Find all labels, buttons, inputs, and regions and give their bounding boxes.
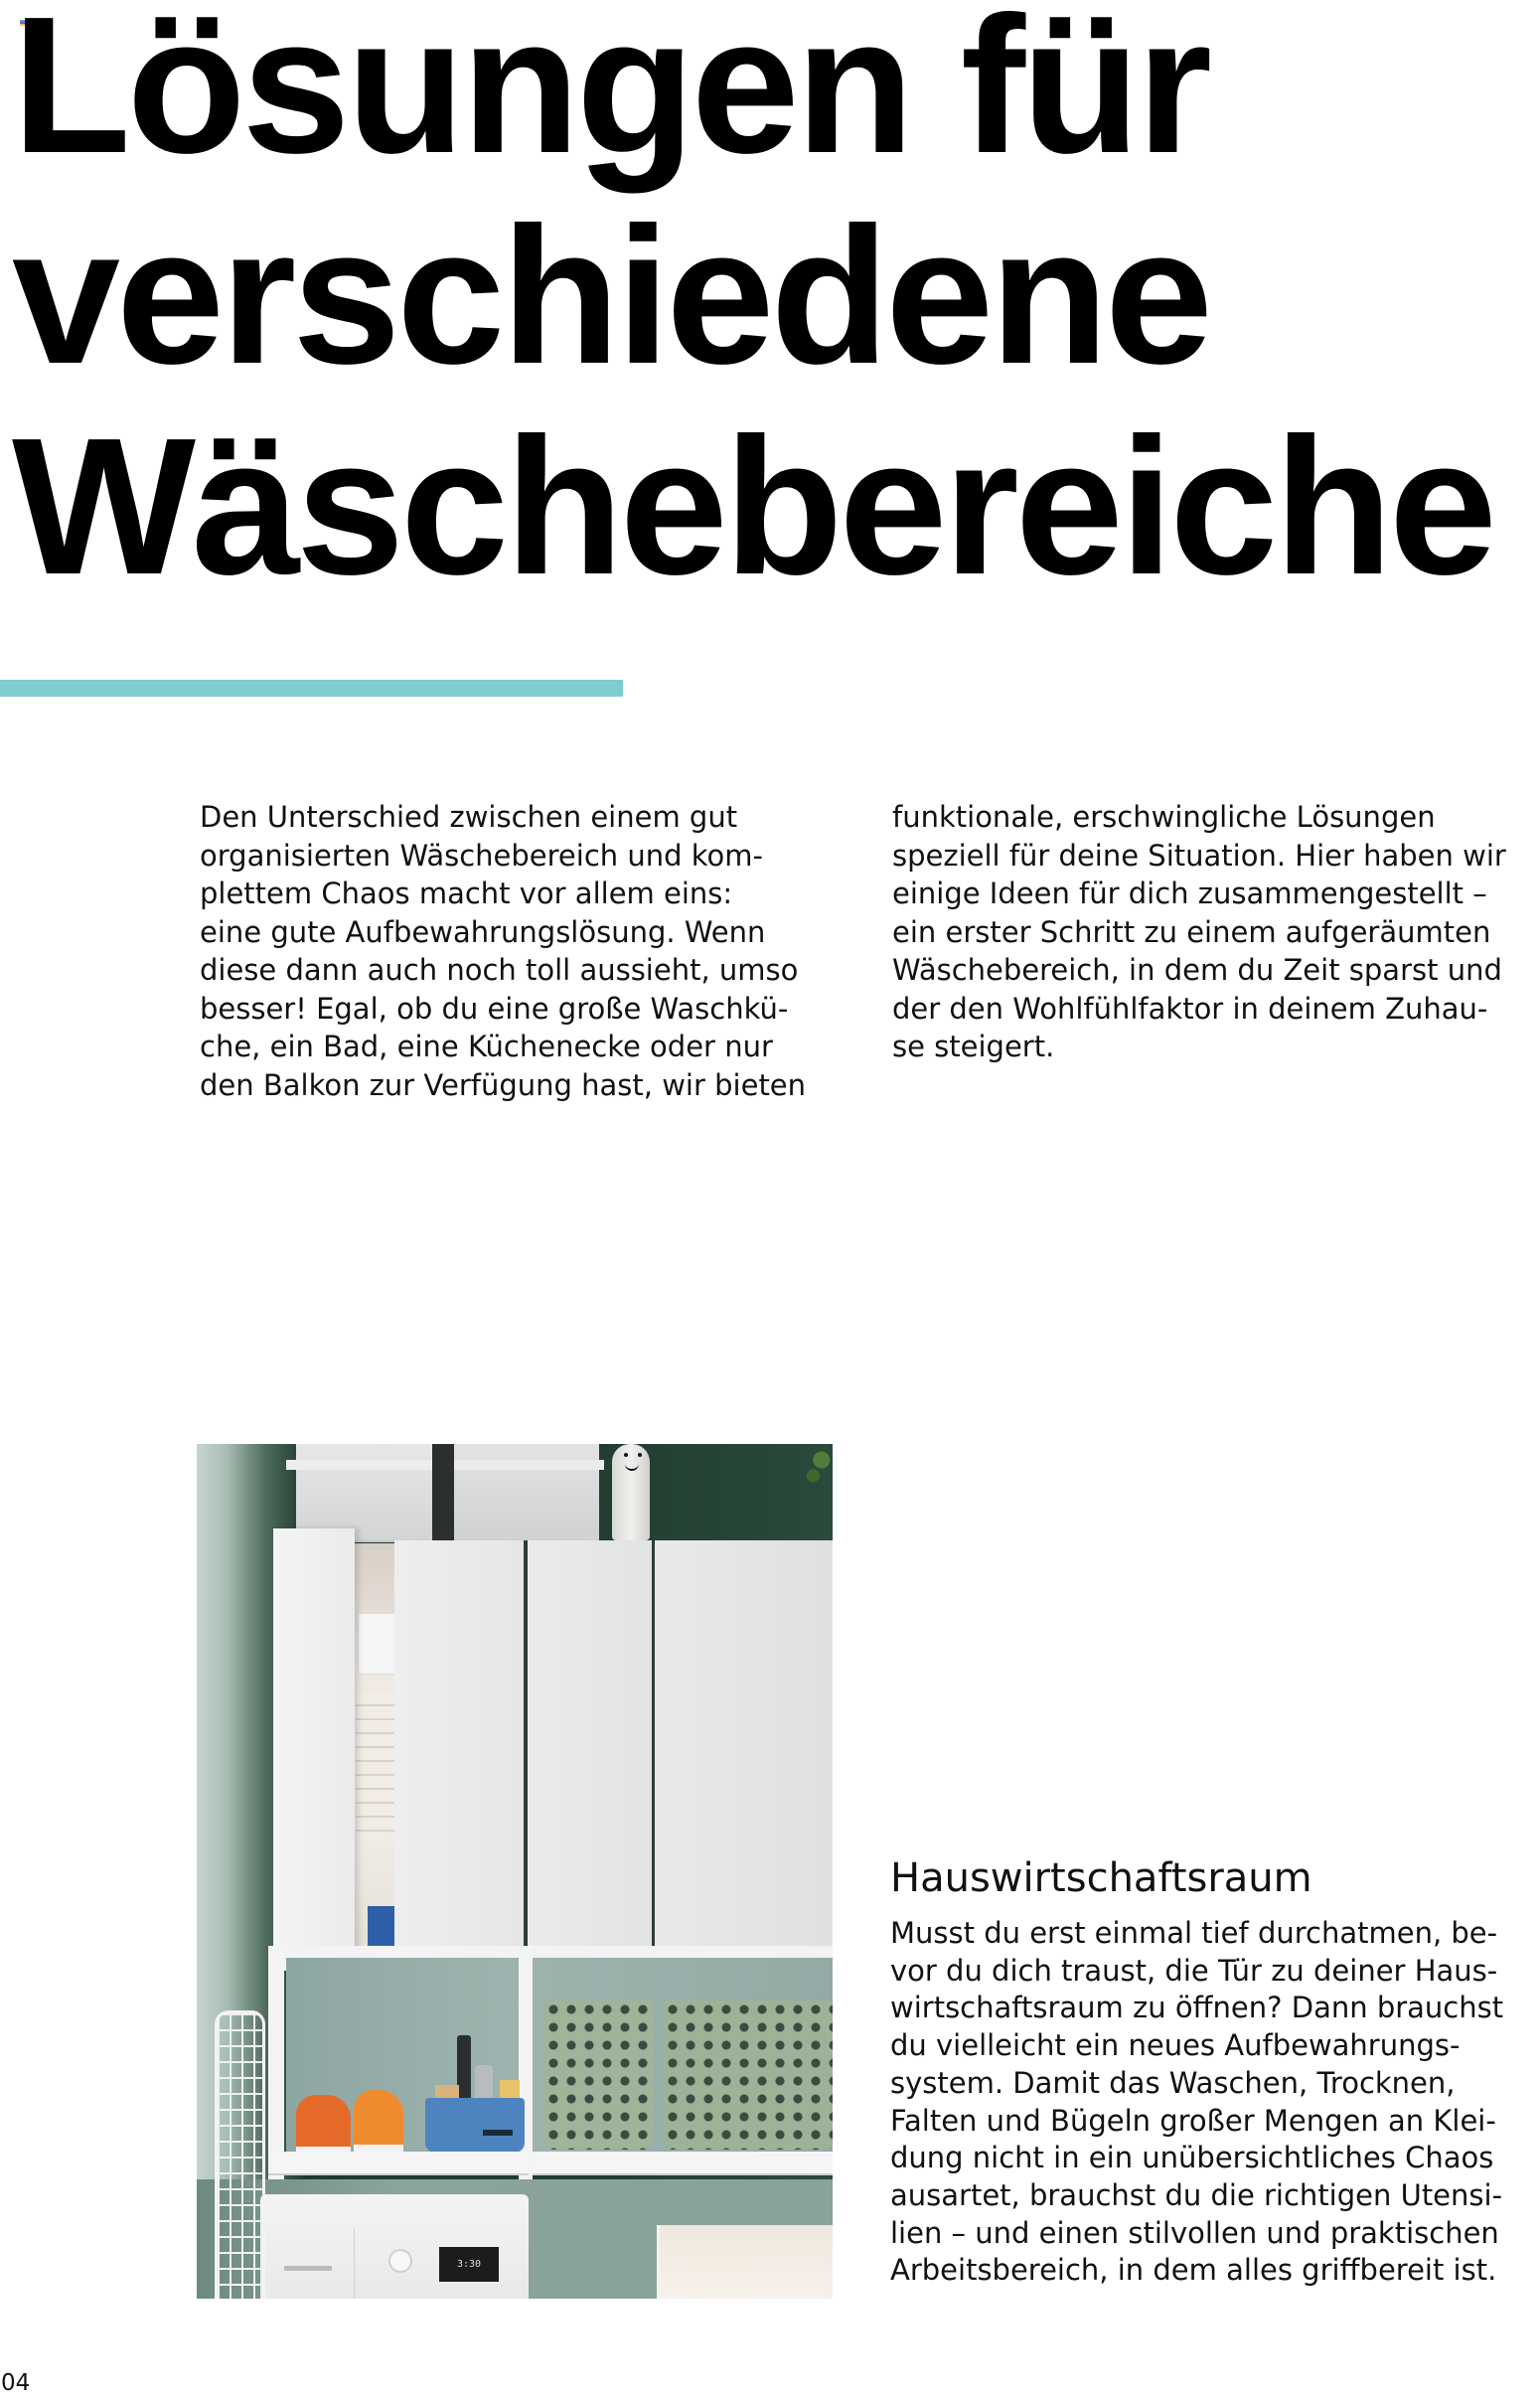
washer-display: 3:30 — [439, 2247, 499, 2282]
intro-left-line: organisierten Wäschebereich und kom- — [200, 838, 763, 873]
washer-panel-divider — [354, 2229, 355, 2299]
intro-left-line: plettem Chaos macht vor allem eins: — [200, 877, 733, 910]
section-body-line: Arbeitsbereich, in dem alles griffbereit ist. — [890, 2253, 1497, 2288]
section-body-line: system. Damit das Waschen, Trocknen, — [890, 2065, 1456, 2100]
laundry-room-photo — [197, 1444, 833, 2299]
washer-dial-icon — [390, 2251, 410, 2271]
cabinet-door-open — [273, 1528, 355, 1971]
drying-rack — [215, 2010, 265, 2299]
fabric-hamper — [657, 2225, 833, 2299]
figure-eye — [624, 1453, 628, 1457]
section-body-line: wirtschaftsraum zu öffnen? Dann brauchst — [890, 1991, 1504, 2025]
orange-sneaker — [296, 2095, 351, 2159]
blue-cleaning-caddy — [425, 2098, 525, 2153]
page-number: 04 — [1, 2370, 31, 2396]
intro-text-right-column — [892, 798, 1506, 1066]
figure-eye — [638, 1453, 642, 1457]
intro-left-line: che, ein Bad, eine Küchenecke oder nur — [200, 1030, 773, 1063]
hanging-strap — [432, 1444, 454, 1540]
shelf-board — [533, 2152, 833, 2175]
section-body-line: ausartet, brauchst du die richtigen Utensi- — [890, 2177, 1503, 2212]
section-body-line: dung nicht in ein unübersichtliches Chaos — [890, 2141, 1494, 2175]
page-title — [12, 0, 1493, 615]
spray-bottle — [457, 2035, 471, 2100]
plant-leaves — [805, 1444, 833, 1484]
shelf-board — [268, 2152, 529, 2175]
storage-box — [450, 1444, 599, 1540]
storage-box-lid — [286, 1460, 450, 1470]
shelf-frame — [268, 1946, 833, 1958]
page-title-line-3: Wäschebereiche — [12, 398, 1493, 615]
intro-left-line: diese dann auch noch toll aussieht, umso — [200, 953, 799, 987]
intro-left-line: eine gute Aufbewahrungslösung. Wenn — [200, 914, 766, 949]
cabinet-door — [394, 1540, 526, 1986]
intro-right-line: einige Ideen für dich zusammengestellt – — [892, 877, 1487, 910]
section-body-line: Musst du erst einmal tief durchatmen, be- — [890, 1916, 1498, 1950]
section-body-line: du vielleicht ein neues Aufbewahrungs- — [890, 2028, 1461, 2063]
page-title-line-1: Lösungen für — [12, 0, 1209, 194]
intro-left-line: Den Unterschied zwischen einem gut — [200, 800, 738, 834]
intro-left-line: besser! Egal, ob du eine große Waschkü- — [200, 991, 789, 1026]
detergent-drawer-handle — [284, 2266, 332, 2271]
intro-right-line: se steigert. — [892, 1030, 1055, 1063]
page-title-line-2: verschiedene — [12, 187, 1209, 404]
intro-right-line: speziell für deine Situation. Hier haben wir — [892, 838, 1506, 873]
section-body-text — [890, 1915, 1503, 2290]
caddy-label — [483, 2130, 513, 2136]
intro-text-left-column — [200, 798, 806, 1104]
section-title: Hauswirtschaftsraum — [890, 1855, 1312, 1901]
section-body-line: Falten und Bügeln großer Mengen an Klei- — [890, 2103, 1496, 2138]
orange-sneaker — [354, 2090, 403, 2157]
accent-divider-bar — [0, 680, 623, 697]
intro-right-line: Wäschebereich, in dem du Zeit sparst und — [892, 953, 1502, 987]
folded-towels — [356, 1692, 394, 1832]
intro-left-line: den Balkon zur Verfügung hast, wir bieten — [200, 1067, 807, 1102]
cabinet-door — [655, 1540, 833, 1986]
intro-right-line: funktionale, erschwingliche Lösungen — [892, 800, 1436, 834]
intro-right-line: ein erster Schritt zu einem aufgeräumten — [892, 914, 1491, 949]
storage-box-lid — [445, 1460, 604, 1470]
cabinet-door — [528, 1540, 654, 1986]
shelf-upright — [268, 1946, 284, 2179]
decorative-figure — [612, 1444, 650, 1540]
green-laundry-basket — [544, 2001, 654, 2150]
section-body-line: vor du dich traust, die Tür zu deiner Haus- — [890, 1953, 1498, 1988]
green-laundry-basket — [664, 2001, 833, 2150]
section-body-line: lien – und einen stilvollen und praktischen — [890, 2215, 1499, 2250]
intro-right-line: der den Wohlfühlfaktor in deinem Zuhau- — [892, 991, 1488, 1026]
interior-box — [358, 1613, 396, 1675]
sponge — [500, 2080, 520, 2100]
